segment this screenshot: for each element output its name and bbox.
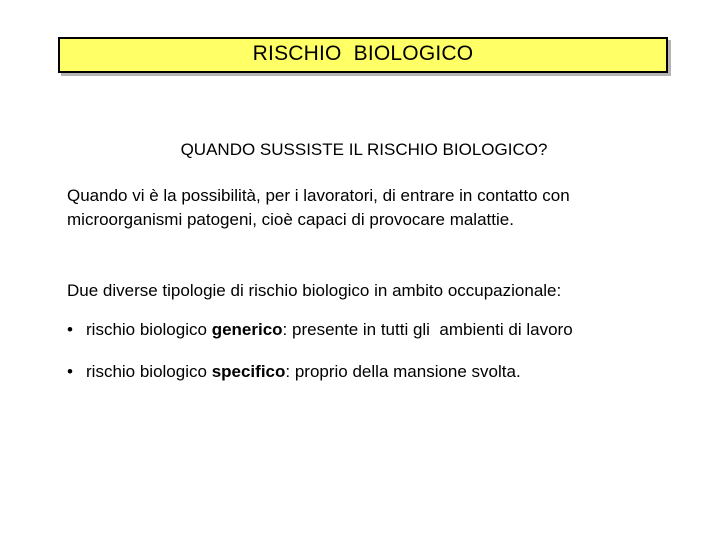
answer-paragraph xyxy=(67,184,570,232)
risk-types-intro: Due diverse tipologie di rischio biologico in ambito occupazionale: xyxy=(67,281,562,300)
slide-title-box xyxy=(58,37,668,73)
bullet-prefix: rischio biologico xyxy=(86,362,212,381)
answer-line: Quando vi è la possibilità, per i lavoratori, di entrare in contatto con xyxy=(67,186,570,205)
answer-line: microorganismi patogeni, cioè capaci di provocare malattie. xyxy=(67,210,514,229)
bullet-prefix: rischio biologico xyxy=(86,320,212,339)
bullet-suffix: : proprio della mansione svolta. xyxy=(285,362,521,381)
bullet-suffix: : presente in tutti gli ambienti di lavoro xyxy=(282,320,573,339)
bullet-emphasis: specifico xyxy=(211,362,286,381)
bullet-emphasis: generico xyxy=(211,320,283,339)
bullet-icon: • xyxy=(67,320,73,339)
bullet-item-generic-risk xyxy=(67,320,573,340)
slide-title: RISCHIO BIOLOGICO xyxy=(252,41,474,65)
bullet-item-specific-risk xyxy=(67,362,521,382)
bullet-icon: • xyxy=(67,362,73,381)
question-heading: QUANDO SUSSISTE IL RISCHIO BIOLOGICO? xyxy=(180,140,548,159)
